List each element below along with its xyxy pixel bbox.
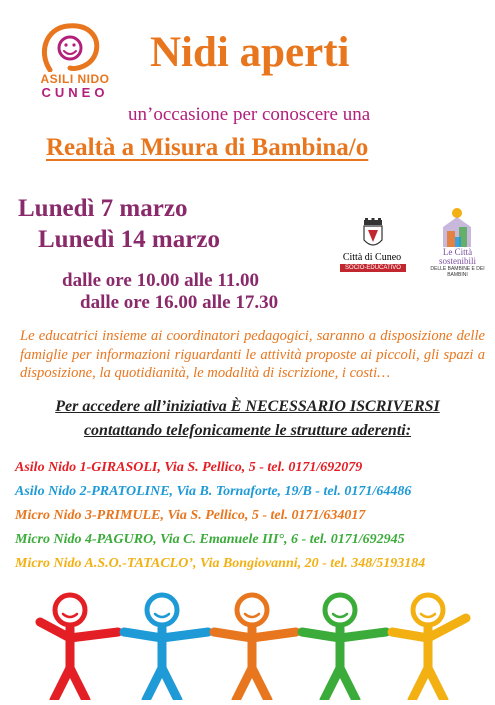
citta-logo-line2: DELLE BAMBINE E DEI BAMBINI: [430, 266, 485, 278]
nido-paguro: Micro Nido 4-PAGURO, Via C. Emanuele III°, 6 - tel. 0171/692945: [15, 532, 405, 547]
time-1: dalle ore 10.00 alle 11.00: [62, 270, 260, 291]
page-title: Nidi aperti: [150, 29, 350, 76]
date-2: Lunedì 14 marzo: [38, 226, 220, 253]
registration-notice: Per accedere all’iniziativa È NECESSARIO ISCRIVERSI: [55, 398, 440, 415]
children-figures-icon: [0, 588, 495, 700]
cuneo-logo-name: Città di Cuneo: [342, 252, 402, 263]
logo-line2: CUNEO: [41, 85, 109, 100]
citta-sostenibili-logo-icon: [435, 205, 479, 249]
nido-primule: Micro Nido 3-PRIMULE, Via S. Pellico, 5 - tel. 0171/634017: [15, 508, 366, 523]
time-2: dalle ore 16.00 alle 17.30: [80, 292, 279, 313]
registration-contact: contattando telefonicamente le strutture aderenti:: [83, 422, 412, 439]
citta-logo-line1: Le Città sostenibili: [438, 247, 476, 266]
nido-tataclo: Micro Nido A.S.O.-TATACLO’, Via Bongiovanni, 20 - tel. 348/5193184: [15, 556, 426, 571]
subtitle: un’occasione per conoscere una: [128, 104, 371, 125]
date-1: Lunedì 7 marzo: [18, 195, 188, 222]
nido-girasoli: Asilo Nido 1-GIRASOLI, Via S. Pellico, 5 - tel. 0171/692079: [15, 460, 363, 475]
cuneo-logo-bar: SOCIO-EDUCATIVO: [340, 264, 406, 272]
info-paragraph: Le educatrici insieme ai coordinatori pedagogici, saranno a disposizione delle famiglie per informazioni riguardanti le attività proposte ai piccoli, gli spazi a disposizione, la quotidianità, le modalità di iscrizione, i costi…: [20, 328, 485, 381]
nido-pratoline: Asilo Nido 2-PRATOLINE, Via B. Tornaforte, 19/B - tel. 0171/64486: [15, 484, 412, 499]
subtitle-highlight: Realtà a Misura di Bambina/o: [46, 134, 369, 161]
logo-line1: ASILI NIDO: [40, 72, 110, 86]
